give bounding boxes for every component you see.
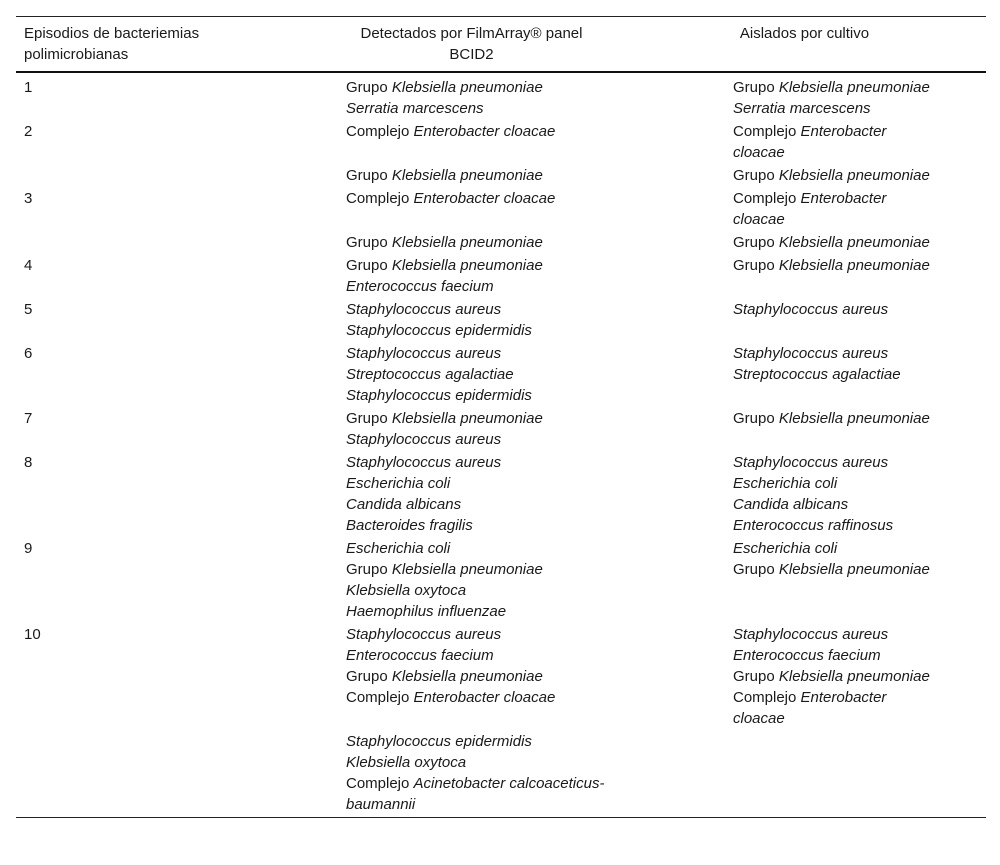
organism-entry xyxy=(346,320,725,341)
organism-prefix: Complejo xyxy=(733,689,801,706)
table-row xyxy=(16,188,986,232)
organism-prefix: Complejo xyxy=(346,775,414,792)
organism-entry xyxy=(733,232,933,253)
filmarray-organisms xyxy=(338,343,725,408)
organism-species: Staphylococcus epidermidis xyxy=(346,387,532,404)
culture-organisms xyxy=(725,255,986,299)
organism-entry xyxy=(733,299,933,320)
organism-entry xyxy=(346,121,725,142)
organism-species: Klebsiella pneumoniae xyxy=(778,561,930,578)
organism-prefix: Grupo xyxy=(346,167,392,184)
organism-species: Enterococcus faecium xyxy=(733,647,881,664)
organism-entry xyxy=(733,165,933,186)
organism-entry xyxy=(733,255,933,276)
culture-organisms xyxy=(725,165,986,188)
organism-prefix: Grupo xyxy=(346,410,392,427)
organism-species: Staphylococcus epidermidis xyxy=(346,322,532,339)
organism-species: Staphylococcus aureus xyxy=(733,345,889,362)
organism-entry xyxy=(346,429,725,450)
table-row xyxy=(16,255,986,299)
organism-species: Klebsiella pneumoniae xyxy=(778,668,930,685)
table-row xyxy=(16,624,986,731)
organism-species: Serratia marcescens xyxy=(346,100,484,117)
organism-entry xyxy=(733,364,933,385)
organism-prefix: Grupo xyxy=(733,561,779,578)
organism-species: Enterobacter cloacae xyxy=(413,689,556,706)
organism-prefix: Complejo xyxy=(733,190,801,207)
organism-species: Staphylococcus aureus xyxy=(733,454,889,471)
culture-organisms xyxy=(725,343,986,408)
organism-species: Enterobacter cloacae xyxy=(733,190,887,228)
organism-prefix: Grupo xyxy=(733,257,779,274)
organism-entry xyxy=(346,601,725,622)
organism-species: Staphylococcus aureus xyxy=(346,301,502,318)
organism-entry xyxy=(346,232,725,253)
organism-species: Enterobacter cloacae xyxy=(413,190,556,207)
organism-prefix: Grupo xyxy=(733,234,779,251)
organism-species: Enterobacter cloacae xyxy=(733,123,887,161)
organism-species: Klebsiella pneumoniae xyxy=(391,167,543,184)
organism-entry xyxy=(346,666,725,687)
organism-entry xyxy=(733,408,933,429)
organism-entry xyxy=(346,645,725,666)
filmarray-organisms xyxy=(338,624,725,731)
organism-entry xyxy=(346,473,725,494)
organism-species: Enterococcus faecium xyxy=(346,278,494,295)
organism-entry xyxy=(346,515,725,536)
table-row xyxy=(16,299,986,343)
filmarray-organisms xyxy=(338,408,725,452)
organism-species: Enterococcus faecium xyxy=(346,647,494,664)
table-row xyxy=(16,165,986,188)
organism-entry xyxy=(733,121,933,163)
episode-number xyxy=(16,232,338,255)
table-row xyxy=(16,72,986,121)
organism-entry xyxy=(733,645,933,666)
culture-organisms xyxy=(725,72,986,121)
organism-entry xyxy=(346,580,725,601)
organism-species: Serratia marcescens xyxy=(733,100,871,117)
culture-organisms xyxy=(725,121,986,165)
organism-entry xyxy=(346,538,725,559)
organism-entry xyxy=(733,666,933,687)
organism-entry xyxy=(733,494,933,515)
organism-species: Escherichia coli xyxy=(733,475,838,492)
culture-organisms xyxy=(725,624,986,731)
organism-species: Klebsiella pneumoniae xyxy=(391,234,543,251)
organism-entry xyxy=(346,299,725,320)
organism-species: Acinetobacter calcoaceticus-baumannii xyxy=(346,775,605,813)
header-culture: Aislados por cultivo xyxy=(739,25,870,42)
culture-organisms xyxy=(725,731,986,818)
organism-entry xyxy=(733,343,933,364)
organism-species: Staphylococcus epidermidis xyxy=(346,733,532,750)
organism-prefix: Grupo xyxy=(733,668,779,685)
table-body xyxy=(16,72,986,818)
organism-prefix: Complejo xyxy=(346,190,414,207)
culture-organisms xyxy=(725,452,986,538)
organism-entry xyxy=(733,538,933,559)
episode-number: 6 xyxy=(24,345,33,362)
organism-entry xyxy=(346,188,725,209)
organism-entry xyxy=(346,687,725,708)
organism-prefix: Grupo xyxy=(346,79,392,96)
organism-species: Klebsiella pneumoniae xyxy=(391,257,543,274)
organism-species: Klebsiella pneumoniae xyxy=(778,234,930,251)
episode-number: 8 xyxy=(24,454,33,471)
table-header xyxy=(16,17,986,73)
filmarray-organisms xyxy=(338,72,725,121)
episode-number: 4 xyxy=(24,257,33,274)
culture-organisms xyxy=(725,538,986,624)
organism-species: Staphylococcus aureus xyxy=(733,626,889,643)
organism-species: Candida albicans xyxy=(733,496,849,513)
organism-species: Streptococcus agalactiae xyxy=(733,366,901,383)
organism-species: Enterococcus raffinosus xyxy=(733,517,894,534)
table-row xyxy=(16,343,986,408)
organism-species: Klebsiella pneumoniae xyxy=(391,410,543,427)
organism-entry xyxy=(346,98,725,119)
filmarray-organisms xyxy=(338,538,725,624)
organism-prefix: Grupo xyxy=(733,167,779,184)
organism-entry xyxy=(733,452,933,473)
organism-entry xyxy=(733,515,933,536)
bacteremia-table xyxy=(16,16,986,818)
organism-prefix: Complejo xyxy=(346,123,414,140)
filmarray-organisms xyxy=(338,299,725,343)
episode-number: 9 xyxy=(24,540,33,557)
episode-number: 2 xyxy=(24,123,33,140)
organism-species: Staphylococcus aureus xyxy=(733,301,889,318)
filmarray-organisms xyxy=(338,731,725,818)
organism-entry xyxy=(346,165,725,186)
organism-entry xyxy=(346,77,725,98)
organism-entry xyxy=(733,559,933,580)
organism-species: Klebsiella pneumoniae xyxy=(391,561,543,578)
organism-species: Escherichia coli xyxy=(346,540,451,557)
table-row xyxy=(16,121,986,165)
organism-entry xyxy=(346,343,725,364)
organism-species: Klebsiella pneumoniae xyxy=(391,668,543,685)
organism-species: Candida albicans xyxy=(346,496,462,513)
organism-species: Escherichia coli xyxy=(733,540,838,557)
culture-organisms xyxy=(725,408,986,452)
filmarray-organisms xyxy=(338,165,725,188)
organism-species: Klebsiella oxytoca xyxy=(346,754,467,771)
organism-species: Klebsiella pneumoniae xyxy=(778,257,930,274)
organism-species: Enterobacter cloacae xyxy=(733,689,887,727)
filmarray-organisms xyxy=(338,121,725,165)
organism-entry xyxy=(346,731,725,752)
organism-species: Klebsiella oxytoca xyxy=(346,582,467,599)
organism-prefix: Complejo xyxy=(346,689,414,706)
organism-prefix: Grupo xyxy=(346,257,392,274)
organism-entry xyxy=(346,408,725,429)
culture-organisms xyxy=(725,232,986,255)
organism-species: Enterobacter cloacae xyxy=(413,123,556,140)
table-row xyxy=(16,408,986,452)
organism-entry xyxy=(733,98,933,119)
organism-prefix: Grupo xyxy=(733,410,779,427)
episode-number: 5 xyxy=(24,301,33,318)
organism-entry xyxy=(733,624,933,645)
table-row xyxy=(16,452,986,538)
organism-prefix: Grupo xyxy=(346,234,392,251)
culture-organisms xyxy=(725,188,986,232)
organism-species: Staphylococcus aureus xyxy=(346,431,502,448)
episode-number: 7 xyxy=(24,410,33,427)
organism-prefix: Grupo xyxy=(346,561,392,578)
filmarray-organisms xyxy=(338,188,725,232)
organism-species: Klebsiella pneumoniae xyxy=(778,79,930,96)
organism-entry xyxy=(346,773,641,815)
episode-number: 1 xyxy=(24,79,33,96)
episode-number xyxy=(16,731,338,818)
organism-entry xyxy=(346,752,725,773)
header-filmarray: Detectados por FilmArray® panel BCID2 xyxy=(360,25,583,63)
organism-entry xyxy=(346,559,725,580)
organism-entry xyxy=(346,364,725,385)
filmarray-organisms xyxy=(338,232,725,255)
episode-number: 3 xyxy=(24,190,33,207)
organism-entry xyxy=(346,385,725,406)
header-episodes: Episodios de bacteriemias polimicrobianas xyxy=(24,25,200,63)
filmarray-organisms xyxy=(338,452,725,538)
organism-entry xyxy=(346,494,725,515)
table-row xyxy=(16,232,986,255)
organism-entry xyxy=(346,624,725,645)
organism-species: Staphylococcus aureus xyxy=(346,345,502,362)
filmarray-organisms xyxy=(338,255,725,299)
organism-entry xyxy=(733,473,933,494)
table-row xyxy=(16,731,986,818)
organism-entry xyxy=(346,255,725,276)
organism-entry xyxy=(346,452,725,473)
organism-prefix: Grupo xyxy=(346,668,392,685)
organism-species: Streptococcus agalactiae xyxy=(346,366,514,383)
organism-species: Haemophilus influenzae xyxy=(346,603,507,620)
table-row xyxy=(16,538,986,624)
organism-prefix: Grupo xyxy=(733,79,779,96)
episode-number: 10 xyxy=(24,626,41,643)
organism-species: Klebsiella pneumoniae xyxy=(778,167,930,184)
organism-entry xyxy=(733,687,933,729)
organism-species: Klebsiella pneumoniae xyxy=(391,79,543,96)
organism-entry xyxy=(733,188,933,230)
organism-species: Bacteroides fragilis xyxy=(346,517,473,534)
organism-entry xyxy=(346,276,725,297)
organism-species: Staphylococcus aureus xyxy=(346,454,502,471)
organism-prefix: Complejo xyxy=(733,123,801,140)
organism-species: Staphylococcus aureus xyxy=(346,626,502,643)
organism-species: Klebsiella pneumoniae xyxy=(778,410,930,427)
organism-species: Escherichia coli xyxy=(346,475,451,492)
culture-organisms xyxy=(725,299,986,343)
organism-entry xyxy=(733,77,933,98)
episode-number xyxy=(16,165,338,188)
